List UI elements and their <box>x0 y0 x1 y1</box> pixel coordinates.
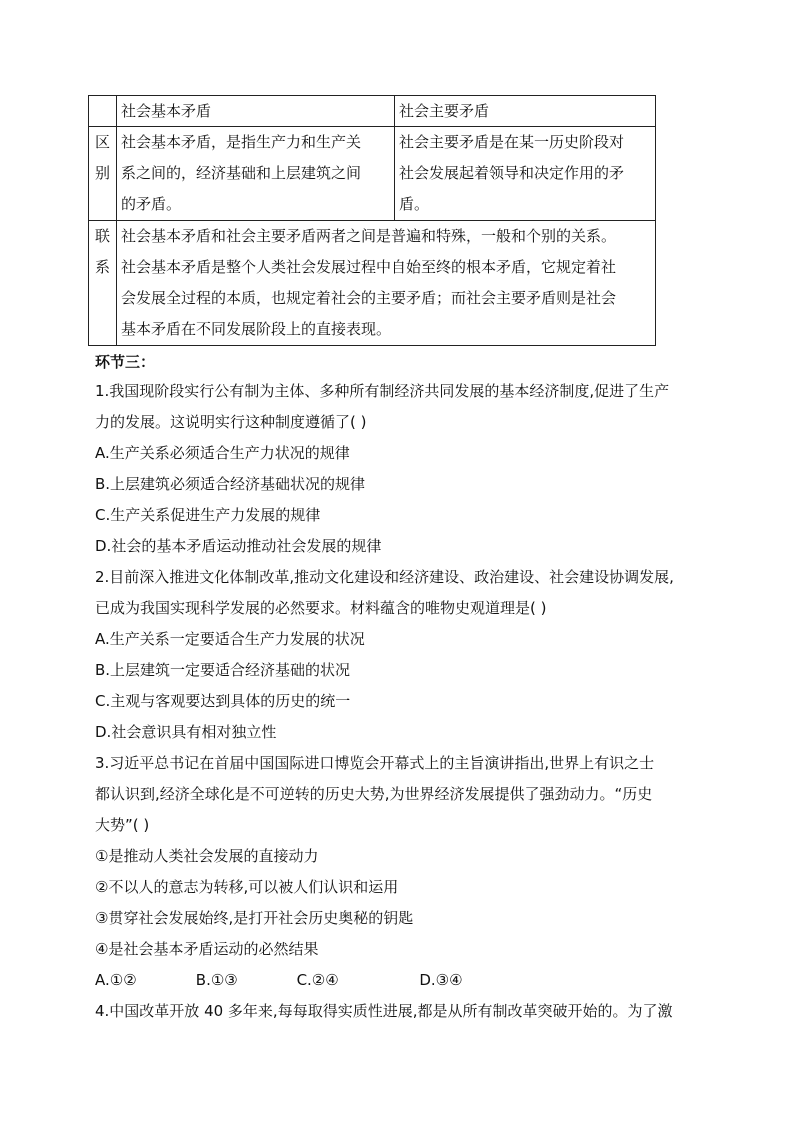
statement-1: ①是推动人类社会发展的直接动力 <box>95 847 319 865</box>
option-a: A.生产关系一定要适合生产力发展的状况 <box>95 630 365 648</box>
options-row <box>95 965 715 996</box>
option-d: D.社会的基本矛盾运动推动社会发展的规律 <box>95 537 382 555</box>
option-a: A.生产关系必须适合生产力状况的规律 <box>95 444 350 462</box>
question-4 <box>95 996 715 1027</box>
question-stem: 3.习近平总书记在首届中国国际进口博览会开幕式上的主旨演讲指出,世界上有识之士 <box>95 754 655 772</box>
question-1 <box>95 376 715 562</box>
table-header-row <box>89 96 656 127</box>
row-label-difference: 区 别 <box>89 127 117 221</box>
option-b: B.上层建筑必须适合经济基础状况的规律 <box>95 475 366 493</box>
option-c: C.生产关系促进生产力发展的规律 <box>95 506 321 524</box>
section-title: 环节三： <box>95 353 156 371</box>
header-basic-contradiction: 社会基本矛盾 <box>117 96 395 127</box>
cell-principal-contradiction-definition: 社会主要矛盾是在某一历史阶段对 社会发展起着领导和决定作用的矛 盾。 <box>395 127 656 221</box>
option-d: D.社会意识具有相对独立性 <box>95 723 277 741</box>
question-2 <box>95 562 715 748</box>
statement-4: ④是社会基本矛盾运动的必然结果 <box>95 940 319 958</box>
option-a: A.①② <box>95 971 137 989</box>
option-b: B.上层建筑一定要适合经济基础的状况 <box>95 661 351 679</box>
question-stem: 力的发展。这说明实行这种制度遵循了( ) <box>95 413 367 431</box>
table-row-connection <box>89 221 656 346</box>
question-stem: 已成为我国实现科学发展的必然要求。材料蕴含的唯物史观道理是( ) <box>95 599 547 617</box>
question-stem: 都认识到,经济全球化是不可逆转的历史大势,为世界经济发展提供了强劲动力。“历史 <box>95 785 653 803</box>
statement-2: ②不以人的意志为转移,可以被人们认识和运用 <box>95 878 399 896</box>
option-b: B.①③ <box>195 971 238 989</box>
question-stem: 2.目前深入推进文化体制改革,推动文化建设和经济建设、政治建设、社会建设协调发展, <box>95 568 674 586</box>
table-row-difference <box>89 127 656 221</box>
table-corner-cell <box>89 96 117 127</box>
statement-3: ③贯穿社会发展始终,是打开社会历史奥秘的钥匙 <box>95 909 414 927</box>
question-3 <box>95 748 715 996</box>
option-c: C.②④ <box>296 971 339 989</box>
exercise-section <box>95 352 715 1027</box>
row-label-connection: 联 系 <box>89 221 117 346</box>
cell-basic-contradiction-definition: 社会基本矛盾，是指生产力和生产关 系之间的，经济基础和上层建筑之间 的矛盾。 <box>117 127 395 221</box>
comparison-table <box>88 95 656 346</box>
option-d: D.③④ <box>419 971 463 989</box>
option-c: C.主观与客观要达到具体的历史的统一 <box>95 692 351 710</box>
question-stem: 4.中国改革开放 40 多年来,每每取得实质性进展,都是从所有制改革突破开始的。为了激 <box>95 1002 673 1020</box>
cell-connection-text: 社会基本矛盾和社会主要矛盾两者之间是普遍和特殊，一般和个别的关系。 社会基本矛盾是整个人类社会发展过程中自始至终的根本矛盾，它规定着社 会发展全过程的本质，也规定着社会的主要矛盾；而社会主要矛盾则是社会 基本矛盾在不同发展阶段上的直接表现。 <box>117 221 656 346</box>
question-stem: 大势”( ) <box>95 816 150 834</box>
question-stem: 1.我国现阶段实行公有制为主体、多种所有制经济共同发展的基本经济制度,促进了生产 <box>95 382 670 400</box>
header-principal-contradiction: 社会主要矛盾 <box>395 96 656 127</box>
